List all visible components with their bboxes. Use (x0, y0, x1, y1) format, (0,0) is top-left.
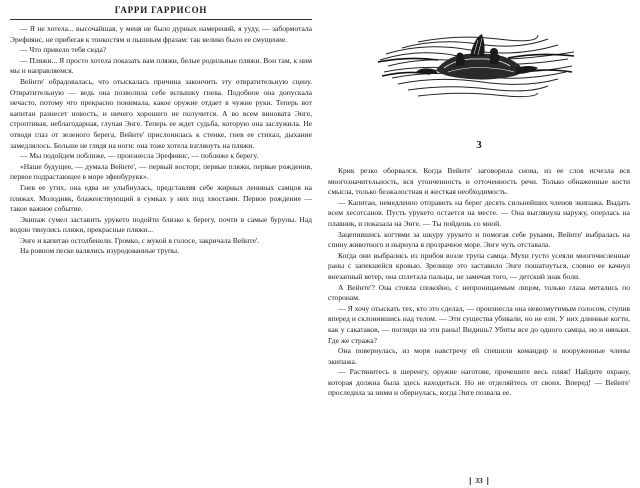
running-head-rule (10, 19, 312, 20)
chapter-number: 3 (476, 139, 482, 151)
paragraph: — Мы подойдем поближе, — произнесла Эрефиянс, — поближе к берегу. (20, 151, 259, 161)
paragraph: — Капитан, немедленно отправить на берег десять сильнейших членов экипажа. Выдать всем хесотсанов. Пусть урукето остается на месте. — Она выглянула наружу, оперлась на плавник, и показала на Энге. — Ты пойдешь со мной. (328, 197, 630, 228)
right-page (320, 0, 640, 488)
page-number: ❘ 33 ❘ (467, 476, 491, 485)
paragraph: Крик резко оборвался. Когда Вейнте' заговорила снова, из ее слов исчезла вся многозначительность, вся утонченность и отточенность речи. Только обнаженные кости смысла, только безжалостная и жесткая необходимость. (328, 166, 630, 197)
right-text-column (328, 166, 630, 399)
running-head: ГАРРИ ГАРРИСОН (114, 5, 208, 15)
paragraph: Зацепившись когтями за шкуру урукето и помогая себе руками, Вейнте' выбралась на спину животного и нырнула в прозрачное море. Энге чуть отставала. (328, 229, 630, 250)
chapter-vignette-illustration (378, 12, 574, 112)
paragraph: На ровном песке валялись изуродованные трупы. (20, 246, 179, 256)
paragraph: Энге и капитан остолбенели. Громко, с мукой в голосе, закричала Вейнте'. (20, 235, 260, 245)
left-text-column (10, 24, 312, 257)
paragraph: Она повернулась, из моря навстречу ей спешили командир и вооруженные члены экипажа. (328, 346, 630, 366)
paragraph: Вейнте' обрадовалась, что отыскалась причина закончить эту отвратительную сцену. Отвратительную — ведь она позволила себе вспышку гнева. Подобное она допускала нечасто, потому что прекрасно понимала, какое оружие отдает в чужие руки. Теперь вот капитан разнесет новость, и ничего хорошего не получится. А во всем виновата Энге, строптивая, неблагодарная, глупая Энге. Теперь ее ждет судьба, которую она заслужила. Не отводя глаз от зеленого берега, Вейнте' прислонилась к стенке, гнев ее стихал, дыхание замедлялось. Больше не глядя на ноги: она тоже хотела взглянуть на пляжи. (10, 76, 312, 150)
paragraph: — Пляжи... Я просто хотела показать вам пляжи, белые родильные пляжи. Вон там, к ним мы и направляемся. (10, 55, 312, 76)
paragraph: Гнев ее утих, она едва не улыбнулась, представляя себе жирных ленивых самцов на пляжах. Молодняк, блаженствующий в сумках у них под хвостами. Первое рождение — такое важное событие. (10, 182, 312, 214)
paragraph: — Растянитесь в шеренгу, оружие наготове, прочешите весь пляж! Найдите охрану, которая должна была здесь находиться. Но не отделяйтесь от своих. Вперед! — Вейнте' проследила за ними и обернулась, когда Энге позвала ее. (328, 367, 630, 398)
paragraph: — Я хочу отыскать тех, кто это сделал, — произнесла она невозмутимым голосом, ступив вперед и склонившись над телом. — Эти существа убивали, но не ели. У них длинные когти, как у сакатаков, — погляди на эти раны! Видишь? Убиты все до одного самцы, но и няньки. Где же стража? (328, 303, 630, 345)
paragraph: — Что привело тебя сюда? (20, 45, 107, 55)
paragraph: А Вейнте'? Она стояла спокойно, с непроницаемым лицом, только глаза метались по сторонам. (328, 282, 630, 303)
paragraph: — Я не хотела... высочайшая, у меня не было дурных намерений, я ууду, — забормотала Эрефиянс, не прибегая к тонкостям и пышным фразам: так велико было ее смущение. (10, 24, 312, 44)
paragraph: Экипаж сумел заставить урукето подойти близко к берегу, почти в самые буруны. Над водою тянулись пляжи, прекрасные пляжи... (10, 214, 312, 235)
paragraph: «Наше будущее, — думала Вейнте', — первый восторг, первые пляжи, первые рождения, первое подрастающее в море эфенбурукк». (10, 161, 312, 182)
page-number-value: 33 (475, 476, 483, 485)
paragraph: Когда они выбрались из прибоя возле трупа самца. Мухи густо усеяли многочисленные раны с запекшейся кровью. Зрелище это заставило Энге пошатнуться, словно ее качнул внезапный ветер, она сплетала пальцы, не замечая того, — детский знак боли. (328, 250, 630, 281)
